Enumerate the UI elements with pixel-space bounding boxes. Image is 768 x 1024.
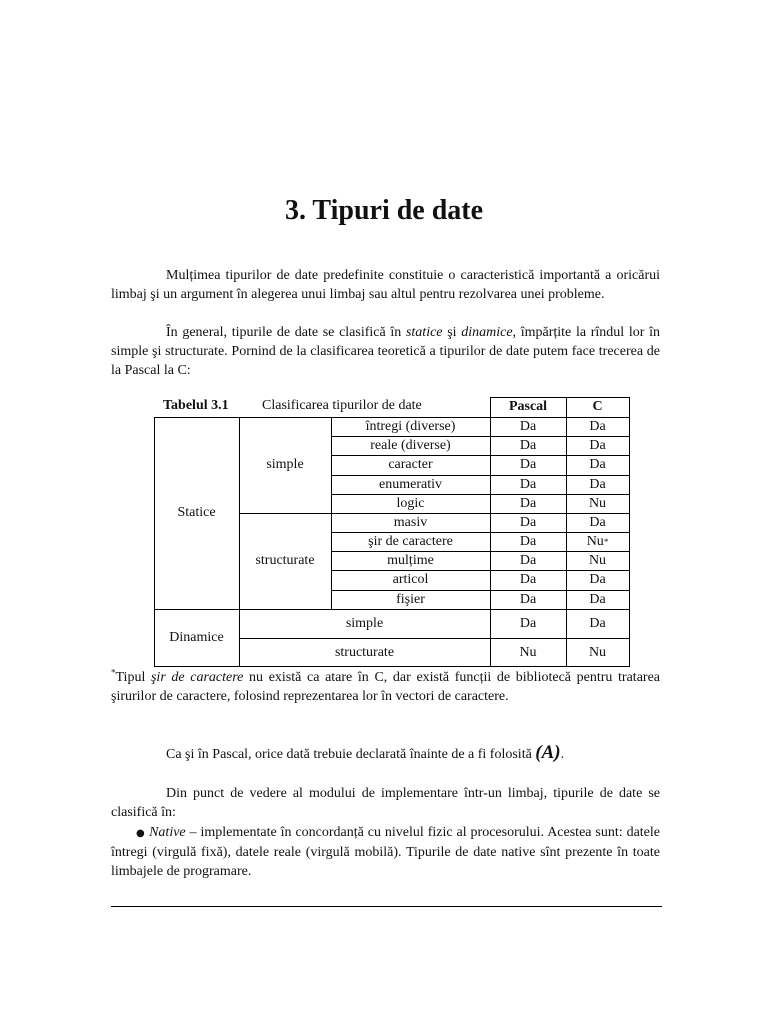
table-border	[154, 666, 630, 667]
group-dinamice: Dinamice	[169, 630, 224, 645]
table-row-c: Da	[589, 514, 606, 530]
subgroup-structurate: structurate	[255, 553, 315, 568]
table-row-c: Da	[589, 591, 606, 607]
header-c: C	[592, 399, 603, 414]
table-row-type: simple	[345, 615, 384, 631]
table-rule	[331, 475, 629, 476]
table-row-type: logic	[396, 495, 425, 511]
table-row-pascal: Da	[519, 572, 537, 587]
table-rule	[331, 436, 629, 437]
term-dinamice: dinamice	[461, 325, 513, 340]
table-rule	[331, 494, 629, 495]
page-title: 3. Tipuri de date	[284, 195, 484, 226]
table-rule	[331, 532, 629, 533]
table-border	[490, 397, 629, 398]
table-row-pascal: Da	[519, 552, 537, 568]
pascal-note-text: Ca şi în Pascal, orice dată trebuie declarată înainte de a fi folosită	[166, 747, 536, 762]
table-row-type: fişier	[396, 591, 425, 607]
note-marker-a: (A)	[535, 742, 561, 763]
table-border	[154, 417, 629, 418]
table-row-c: Da	[589, 437, 606, 453]
bullet-icon: ●	[136, 828, 146, 839]
table-row-type: enumerativ	[379, 476, 442, 492]
table-rule	[331, 551, 629, 552]
footnote-term: şir de caractere	[150, 670, 244, 685]
subgroup-simple: simple	[266, 457, 304, 472]
table-row-pascal: Da	[519, 615, 537, 631]
table-rule	[154, 609, 629, 610]
pascal-note-end: .	[560, 747, 565, 762]
table-row-pascal: Da	[519, 533, 537, 549]
table-row-c: Da	[589, 572, 606, 587]
table-row-type: mulțime	[387, 552, 434, 568]
header-pascal: Pascal	[508, 399, 548, 414]
table-row-c: Da	[589, 476, 606, 492]
footer-rule	[111, 906, 662, 907]
pascal-declaration-note	[111, 743, 660, 764]
table-row-pascal: Da	[519, 495, 537, 511]
table-caption-label: Tabelul 3.1	[163, 398, 229, 413]
table-rule	[490, 397, 491, 667]
table-row-c: Nu	[588, 552, 607, 568]
table-rule	[566, 397, 567, 667]
table-row-type: întregi (diverse)	[365, 418, 456, 434]
table-row-type: şir de caractere	[368, 533, 453, 549]
classification-paragraph	[111, 323, 660, 380]
table-row-c: Nu *	[586, 533, 609, 549]
table-rule	[331, 455, 629, 456]
table-rule	[239, 513, 629, 514]
table-caption-text: Clasificarea tipurilor de date	[262, 398, 422, 413]
data-types-table	[154, 397, 629, 667]
bullet-term: Native	[149, 825, 186, 840]
table-row-type: reale (diverse)	[370, 437, 451, 453]
table-border	[629, 397, 630, 667]
table-row-c: Nu	[588, 495, 607, 511]
table-rule	[239, 417, 240, 667]
footnote-marker: *	[111, 667, 116, 678]
implementation-paragraph: Din punct de vedere al modului de implementare într-un limbaj, tipurile de date se clasifică în:	[111, 786, 660, 820]
table-row-pascal: Da	[519, 457, 537, 472]
footnote-text-2: nu există ca atare în C, dar există funcții de bibliotecă pentru tratarea şirurilor de caractere, folosind reprezentarea lor în vectori de caractere.	[111, 670, 661, 704]
table-row-pascal: Da	[519, 418, 537, 434]
table-rule	[239, 638, 629, 639]
table-row-type: structurate	[334, 644, 395, 660]
table-row-type: articol	[392, 572, 429, 587]
term-statice: statice	[405, 325, 443, 340]
table-row-pascal: Da	[519, 437, 537, 453]
table-row-pascal: Da	[519, 514, 537, 530]
table-row-type: caracter	[388, 457, 433, 472]
classification-text-1: În general, tipurile de date se clasifică în	[166, 325, 406, 340]
table-row-c: Nu	[588, 644, 607, 660]
table-row-c: Da	[589, 457, 606, 472]
footnote-text-1: Tipul	[115, 670, 151, 685]
classification-text-2: şi	[442, 325, 462, 340]
table-rule	[331, 570, 629, 571]
bullet-native	[111, 823, 660, 881]
table-rule	[331, 590, 629, 591]
table-row-pascal: Nu	[519, 644, 537, 660]
bullet-text: – implementate în concordanță cu nivelul fizic al procesorului. Acestea sunt: datele întregi (virgulă fixă), datele reale (virgulă mobilă). Tipurile de date native sînt prezente în toate limbajele de programare.	[111, 825, 661, 879]
table-border	[154, 417, 155, 667]
table-rule	[331, 417, 332, 609]
table-row-type: masiv	[393, 514, 428, 530]
table-row-c: Da	[589, 418, 606, 434]
group-statice: Statice	[177, 505, 216, 520]
intro-paragraph: Mulțimea tipurilor de date predefinite constituie o caracteristică importantă a oricărui limbaj şi un argument în alegerea unui limbaj sau altul pentru rezolvarea unei probleme.	[111, 268, 660, 302]
table-row-pascal: Da	[519, 591, 537, 607]
classification-text-3: , împărțite la rîndul lor în simple şi structurate. Pornind de la clasificarea teoretică a tipurilor de date putem face trecerea de la Pascal la C:	[111, 325, 660, 378]
table-row-c-value: Nu	[586, 533, 604, 549]
footnote	[111, 668, 660, 706]
table-row-c: Da	[589, 615, 606, 631]
table-row-pascal: Da	[519, 476, 537, 492]
